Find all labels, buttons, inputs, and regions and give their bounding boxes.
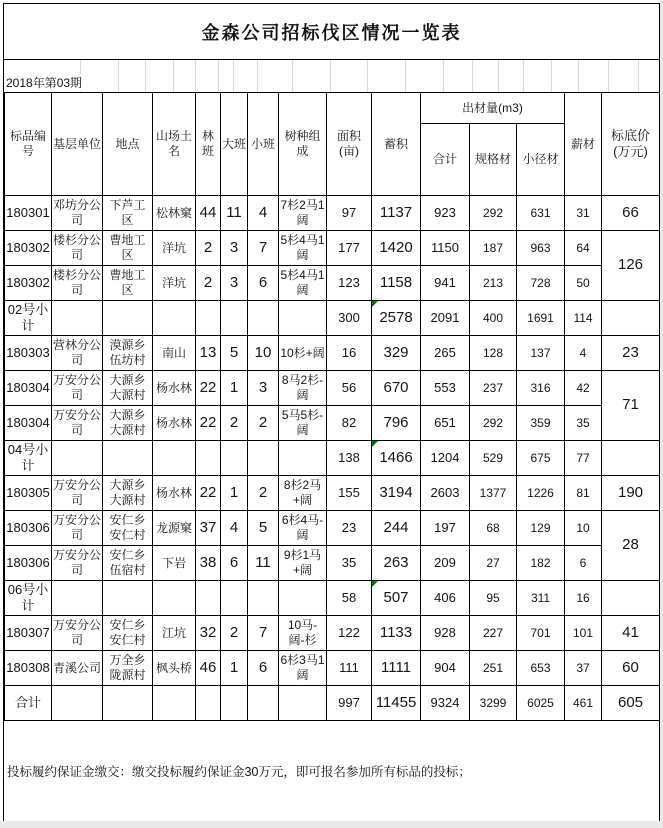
table-cell: 3 bbox=[221, 266, 248, 301]
grid-line bbox=[551, 60, 552, 92]
table-cell: 209 bbox=[421, 546, 470, 581]
table-cell bbox=[103, 441, 153, 476]
table-cell bbox=[52, 581, 103, 616]
table-cell: 10杉+阔 bbox=[279, 336, 327, 371]
table-cell: 5 bbox=[248, 511, 279, 546]
table-cell: 22 bbox=[196, 406, 221, 441]
table-cell: 60 bbox=[602, 651, 660, 686]
table-cell: 6 bbox=[221, 546, 248, 581]
col-header-output-2: 小径材 bbox=[517, 124, 565, 196]
table-cell: 曹地工区 bbox=[103, 266, 153, 301]
table-cell: 楼杉分公司 bbox=[52, 231, 103, 266]
table-row bbox=[5, 476, 660, 511]
table-cell: 营林分公司 bbox=[52, 336, 103, 371]
table-cell: 180303 bbox=[5, 336, 52, 371]
table-cell: 南山 bbox=[153, 336, 196, 371]
table-cell: 928 bbox=[421, 616, 470, 651]
table-cell: 23 bbox=[327, 511, 372, 546]
table-cell: 31 bbox=[565, 196, 602, 231]
table-cell: 万安分公司 bbox=[52, 546, 103, 581]
table-cell: 2 bbox=[221, 406, 248, 441]
col-header-2: 地点 bbox=[103, 93, 153, 196]
table-cell bbox=[103, 686, 153, 721]
table-cell: 23 bbox=[602, 336, 660, 371]
table-cell: 大源乡大源村 bbox=[103, 371, 153, 406]
table-row bbox=[5, 546, 660, 581]
table-cell: 22 bbox=[196, 371, 221, 406]
table-cell: 529 bbox=[470, 441, 517, 476]
grid-line bbox=[443, 60, 444, 92]
table-cell: 2578 bbox=[372, 301, 421, 336]
grid-line bbox=[257, 60, 258, 92]
table-cell: 5马5杉-阔 bbox=[279, 406, 327, 441]
table-cell: 82 bbox=[327, 406, 372, 441]
table-cell: 2 bbox=[196, 266, 221, 301]
table-cell: 4 bbox=[565, 336, 602, 371]
table-cell: 461 bbox=[565, 686, 602, 721]
table-cell bbox=[103, 581, 153, 616]
table-cell bbox=[221, 301, 248, 336]
table-cell: 枫头桥 bbox=[153, 651, 196, 686]
grid-line bbox=[218, 60, 219, 92]
table-row bbox=[5, 336, 660, 371]
table-cell: 605 bbox=[602, 686, 660, 721]
table-cell bbox=[279, 441, 327, 476]
table-cell: 3 bbox=[221, 231, 248, 266]
table-cell bbox=[221, 686, 248, 721]
table-cell: 675 bbox=[517, 441, 565, 476]
table-cell: 963 bbox=[517, 231, 565, 266]
table-cell: 3194 bbox=[372, 476, 421, 511]
table-cell: 6杉3马1阔 bbox=[279, 651, 327, 686]
table-cell: 122 bbox=[327, 616, 372, 651]
col-header-8: 面积(亩) bbox=[327, 93, 372, 196]
table-cell: 2 bbox=[221, 616, 248, 651]
table-cell bbox=[52, 301, 103, 336]
bid-table bbox=[4, 92, 660, 721]
table-cell: 洋坑 bbox=[153, 231, 196, 266]
grid-line bbox=[578, 60, 579, 92]
page-title: 金森公司招标伐区情况一览表 bbox=[201, 22, 462, 43]
table-cell: 316 bbox=[517, 371, 565, 406]
table-cell: 6 bbox=[248, 266, 279, 301]
table-cell: 万安分公司 bbox=[52, 511, 103, 546]
table-cell: 1 bbox=[221, 651, 248, 686]
grid-line bbox=[118, 60, 119, 92]
sheet bbox=[3, 3, 660, 822]
table-cell: 66 bbox=[602, 196, 660, 231]
table-cell: 1377 bbox=[470, 476, 517, 511]
table-cell: 1691 bbox=[517, 301, 565, 336]
table-cell bbox=[52, 441, 103, 476]
table-cell: 180302 bbox=[5, 231, 52, 266]
table-cell: 4 bbox=[221, 511, 248, 546]
table-cell: 2603 bbox=[421, 476, 470, 511]
table-cell: 22 bbox=[196, 476, 221, 511]
table-cell: 万全乡陇源村 bbox=[103, 651, 153, 686]
table-cell: 大源乡大源村 bbox=[103, 476, 153, 511]
table-row bbox=[5, 371, 660, 406]
table-cell: 180308 bbox=[5, 651, 52, 686]
table-cell bbox=[602, 441, 660, 476]
table-cell: 111 bbox=[327, 651, 372, 686]
table-cell: 7 bbox=[248, 231, 279, 266]
table-cell: 16 bbox=[565, 581, 602, 616]
table-cell: 37 bbox=[196, 511, 221, 546]
table-cell: 安仁乡安仁村 bbox=[103, 616, 153, 651]
table-cell: 1137 bbox=[372, 196, 421, 231]
col-header-9: 蓄积 bbox=[372, 93, 421, 196]
table-cell: 177 bbox=[327, 231, 372, 266]
table-cell: 129 bbox=[517, 511, 565, 546]
table-cell: 龙源窠 bbox=[153, 511, 196, 546]
col-header-output-0: 合计 bbox=[421, 124, 470, 196]
table-cell: 06号小计 bbox=[5, 581, 52, 616]
table-cell: 97 bbox=[327, 196, 372, 231]
col-header-output-group: 出材量(m3) bbox=[421, 93, 565, 124]
table-cell: 180301 bbox=[5, 196, 52, 231]
table-row bbox=[5, 616, 660, 651]
table-cell: 796 bbox=[372, 406, 421, 441]
table-cell: 553 bbox=[421, 371, 470, 406]
table-cell: 04号小计 bbox=[5, 441, 52, 476]
table-cell: 292 bbox=[470, 196, 517, 231]
table-cell: 651 bbox=[421, 406, 470, 441]
table-cell: 13 bbox=[196, 336, 221, 371]
table-cell: 400 bbox=[470, 301, 517, 336]
table-cell: 8马2杉-阔 bbox=[279, 371, 327, 406]
table-cell bbox=[153, 581, 196, 616]
table-cell: 洋坑 bbox=[153, 266, 196, 301]
table-cell: 安仁乡伍宿村 bbox=[103, 546, 153, 581]
table-row bbox=[5, 231, 660, 266]
table-cell bbox=[153, 301, 196, 336]
table-cell: 114 bbox=[565, 301, 602, 336]
table-cell: 1420 bbox=[372, 231, 421, 266]
table-cell: 182 bbox=[517, 546, 565, 581]
table-cell: 35 bbox=[327, 546, 372, 581]
table-cell: 2 bbox=[196, 231, 221, 266]
table-cell: 187 bbox=[470, 231, 517, 266]
table-cell: 197 bbox=[421, 511, 470, 546]
table-cell: 曹地工区 bbox=[103, 231, 153, 266]
table-cell: 万安分公司 bbox=[52, 476, 103, 511]
deposit-note: 投标履约保证金缴交：缴交投标履约保证金30万元，即可报名参加所有标品的投标； bbox=[7, 765, 471, 779]
table-cell bbox=[103, 301, 153, 336]
col-header-1: 基层单位 bbox=[52, 93, 103, 196]
col-header-4: 林班 bbox=[196, 93, 221, 196]
table-cell: 5 bbox=[221, 336, 248, 371]
table-cell: 10 bbox=[248, 336, 279, 371]
table-cell: 406 bbox=[421, 581, 470, 616]
window-edge-bottom bbox=[0, 821, 663, 828]
table-cell bbox=[153, 441, 196, 476]
table-cell: 180302 bbox=[5, 266, 52, 301]
table-cell bbox=[196, 441, 221, 476]
table-cell: 杨水林 bbox=[153, 406, 196, 441]
table-cell bbox=[279, 301, 327, 336]
table-cell bbox=[602, 301, 660, 336]
table-cell: 7杉2马1阔 bbox=[279, 196, 327, 231]
table-cell: 10马-阔-杉 bbox=[279, 616, 327, 651]
table-cell: 311 bbox=[517, 581, 565, 616]
table-row bbox=[5, 581, 660, 616]
table-cell: 728 bbox=[517, 266, 565, 301]
table-cell: 下岩 bbox=[153, 546, 196, 581]
table-title-row bbox=[4, 4, 659, 60]
table-cell: 180305 bbox=[5, 476, 52, 511]
col-header-5: 大班 bbox=[221, 93, 248, 196]
table-cell: 2091 bbox=[421, 301, 470, 336]
table-row bbox=[5, 441, 660, 476]
table-cell: 2 bbox=[248, 406, 279, 441]
table-cell: 701 bbox=[517, 616, 565, 651]
table-cell: 265 bbox=[421, 336, 470, 371]
table-row bbox=[5, 196, 660, 231]
table-cell: 漠源乡伍坊村 bbox=[103, 336, 153, 371]
table-cell: 松林窠 bbox=[153, 196, 196, 231]
table-cell bbox=[196, 301, 221, 336]
period-label: 2018年第03期 bbox=[6, 76, 83, 90]
table-cell: 11455 bbox=[372, 686, 421, 721]
table-cell: 670 bbox=[372, 371, 421, 406]
table-cell: 180304 bbox=[5, 406, 52, 441]
table-cell bbox=[248, 686, 279, 721]
table-cell: 237 bbox=[470, 371, 517, 406]
table-cell: 251 bbox=[470, 651, 517, 686]
table-cell: 997 bbox=[327, 686, 372, 721]
table-cell: 6 bbox=[565, 546, 602, 581]
table-cell: 35 bbox=[565, 406, 602, 441]
table-cell: 安仁乡安仁村 bbox=[103, 511, 153, 546]
table-cell: 50 bbox=[565, 266, 602, 301]
table-row bbox=[5, 301, 660, 336]
error-indicator-triangle bbox=[372, 441, 378, 447]
table-cell: 292 bbox=[470, 406, 517, 441]
error-indicator-triangle bbox=[372, 581, 378, 587]
table-cell: 126 bbox=[602, 231, 660, 301]
table-cell: 10 bbox=[565, 511, 602, 546]
table-cell: 46 bbox=[196, 651, 221, 686]
table-cell: 6025 bbox=[517, 686, 565, 721]
col-header-0: 标品编号 bbox=[5, 93, 52, 196]
table-cell: 11 bbox=[221, 196, 248, 231]
table-cell: 359 bbox=[517, 406, 565, 441]
table-cell: 95 bbox=[470, 581, 517, 616]
table-cell: 180307 bbox=[5, 616, 52, 651]
table-row bbox=[5, 511, 660, 546]
table-cell: 3 bbox=[248, 371, 279, 406]
table-cell: 28 bbox=[602, 511, 660, 581]
period-row bbox=[4, 60, 659, 92]
table-cell bbox=[196, 686, 221, 721]
table-cell bbox=[248, 581, 279, 616]
table-cell: 64 bbox=[565, 231, 602, 266]
table-cell: 155 bbox=[327, 476, 372, 511]
table-cell: 3299 bbox=[470, 686, 517, 721]
table-cell: 5杉4马1阔 bbox=[279, 266, 327, 301]
table-cell: 9324 bbox=[421, 686, 470, 721]
table-cell bbox=[279, 581, 327, 616]
table-cell: 77 bbox=[565, 441, 602, 476]
table-cell: 123 bbox=[327, 266, 372, 301]
table-cell: 1204 bbox=[421, 441, 470, 476]
table-cell: 2 bbox=[248, 476, 279, 511]
table-cell bbox=[279, 686, 327, 721]
table-cell: 101 bbox=[565, 616, 602, 651]
table-cell: 329 bbox=[372, 336, 421, 371]
grid-line bbox=[638, 60, 639, 92]
grid-line bbox=[472, 60, 473, 92]
table-cell bbox=[221, 581, 248, 616]
table-cell: 合计 bbox=[5, 686, 52, 721]
table-cell: 138 bbox=[327, 441, 372, 476]
table-cell: 16 bbox=[327, 336, 372, 371]
table-cell: 1 bbox=[221, 476, 248, 511]
grid-line bbox=[233, 60, 234, 92]
table-cell: 万安分公司 bbox=[52, 616, 103, 651]
table-cell: 904 bbox=[421, 651, 470, 686]
table-cell: 杨水林 bbox=[153, 476, 196, 511]
table-cell: 万安分公司 bbox=[52, 406, 103, 441]
table-cell: 5杉4马1阔 bbox=[279, 231, 327, 266]
table-cell: 213 bbox=[470, 266, 517, 301]
table-cell: 653 bbox=[517, 651, 565, 686]
table-cell: 37 bbox=[565, 651, 602, 686]
note-box bbox=[4, 721, 659, 821]
table-cell: 6 bbox=[248, 651, 279, 686]
grid-line bbox=[195, 60, 196, 92]
col-header-7: 树种组成 bbox=[279, 93, 327, 196]
table-cell: 1466 bbox=[372, 441, 421, 476]
table-cell: 江坑 bbox=[153, 616, 196, 651]
col-header-base-price: 标底价(万元) bbox=[602, 93, 660, 196]
col-header-6: 小班 bbox=[248, 93, 279, 196]
table-row bbox=[5, 686, 660, 721]
table-cell bbox=[52, 686, 103, 721]
table-cell: 44 bbox=[196, 196, 221, 231]
table-cell: 227 bbox=[470, 616, 517, 651]
table-cell: 58 bbox=[327, 581, 372, 616]
table-cell: 180306 bbox=[5, 511, 52, 546]
col-header-3: 山场土名 bbox=[153, 93, 196, 196]
table-cell: 137 bbox=[517, 336, 565, 371]
col-header-firewood: 薪材 bbox=[565, 93, 602, 196]
table-cell: 32 bbox=[196, 616, 221, 651]
table-cell: 青溪公司 bbox=[52, 651, 103, 686]
table-cell: 923 bbox=[421, 196, 470, 231]
table-cell: 507 bbox=[372, 581, 421, 616]
grid-line bbox=[608, 60, 609, 92]
grid-line bbox=[145, 60, 146, 92]
table-cell bbox=[248, 301, 279, 336]
grid-line bbox=[523, 60, 524, 92]
table-cell: 杨水林 bbox=[153, 371, 196, 406]
table-cell: 下芦工区 bbox=[103, 196, 153, 231]
table-cell: 邓坊分公司 bbox=[52, 196, 103, 231]
col-header-output-1: 规格材 bbox=[470, 124, 517, 196]
table-cell: 02号小计 bbox=[5, 301, 52, 336]
grid-line bbox=[367, 60, 368, 92]
table-cell: 941 bbox=[421, 266, 470, 301]
table-cell: 244 bbox=[372, 511, 421, 546]
table-cell: 1133 bbox=[372, 616, 421, 651]
table-cell: 71 bbox=[602, 371, 660, 441]
table-cell: 263 bbox=[372, 546, 421, 581]
error-indicator-triangle bbox=[372, 301, 378, 307]
table-cell: 27 bbox=[470, 546, 517, 581]
table-cell: 180304 bbox=[5, 371, 52, 406]
table-cell: 4 bbox=[248, 196, 279, 231]
table-cell: 6杉4马-阔 bbox=[279, 511, 327, 546]
table-row bbox=[5, 406, 660, 441]
table-cell: 41 bbox=[602, 616, 660, 651]
table-cell: 8杉2马+阔 bbox=[279, 476, 327, 511]
table-cell: 大源乡大源村 bbox=[103, 406, 153, 441]
grid-line bbox=[292, 60, 293, 92]
table-cell: 7 bbox=[248, 616, 279, 651]
grid-line bbox=[405, 60, 406, 92]
grid-line bbox=[173, 60, 174, 92]
table-cell: 1 bbox=[221, 371, 248, 406]
table-row bbox=[5, 651, 660, 686]
table-cell bbox=[196, 581, 221, 616]
grid-line bbox=[330, 60, 331, 92]
table-cell: 1226 bbox=[517, 476, 565, 511]
table-cell bbox=[602, 581, 660, 616]
table-cell: 11 bbox=[248, 546, 279, 581]
table-cell: 68 bbox=[470, 511, 517, 546]
table-cell: 9杉1马+阔 bbox=[279, 546, 327, 581]
table-row bbox=[5, 266, 660, 301]
table-cell: 300 bbox=[327, 301, 372, 336]
table-cell: 56 bbox=[327, 371, 372, 406]
table-cell: 万安分公司 bbox=[52, 371, 103, 406]
table-cell: 180306 bbox=[5, 546, 52, 581]
table-cell: 1158 bbox=[372, 266, 421, 301]
table-cell bbox=[248, 441, 279, 476]
table-cell bbox=[221, 441, 248, 476]
table-cell: 631 bbox=[517, 196, 565, 231]
grid-line bbox=[498, 60, 499, 92]
table-cell bbox=[153, 686, 196, 721]
table-cell: 128 bbox=[470, 336, 517, 371]
table-cell: 1150 bbox=[421, 231, 470, 266]
table-cell: 42 bbox=[565, 371, 602, 406]
table-cell: 190 bbox=[602, 476, 660, 511]
table-cell: 38 bbox=[196, 546, 221, 581]
table-cell: 1111 bbox=[372, 651, 421, 686]
table-cell: 楼杉分公司 bbox=[52, 266, 103, 301]
table-cell: 81 bbox=[565, 476, 602, 511]
